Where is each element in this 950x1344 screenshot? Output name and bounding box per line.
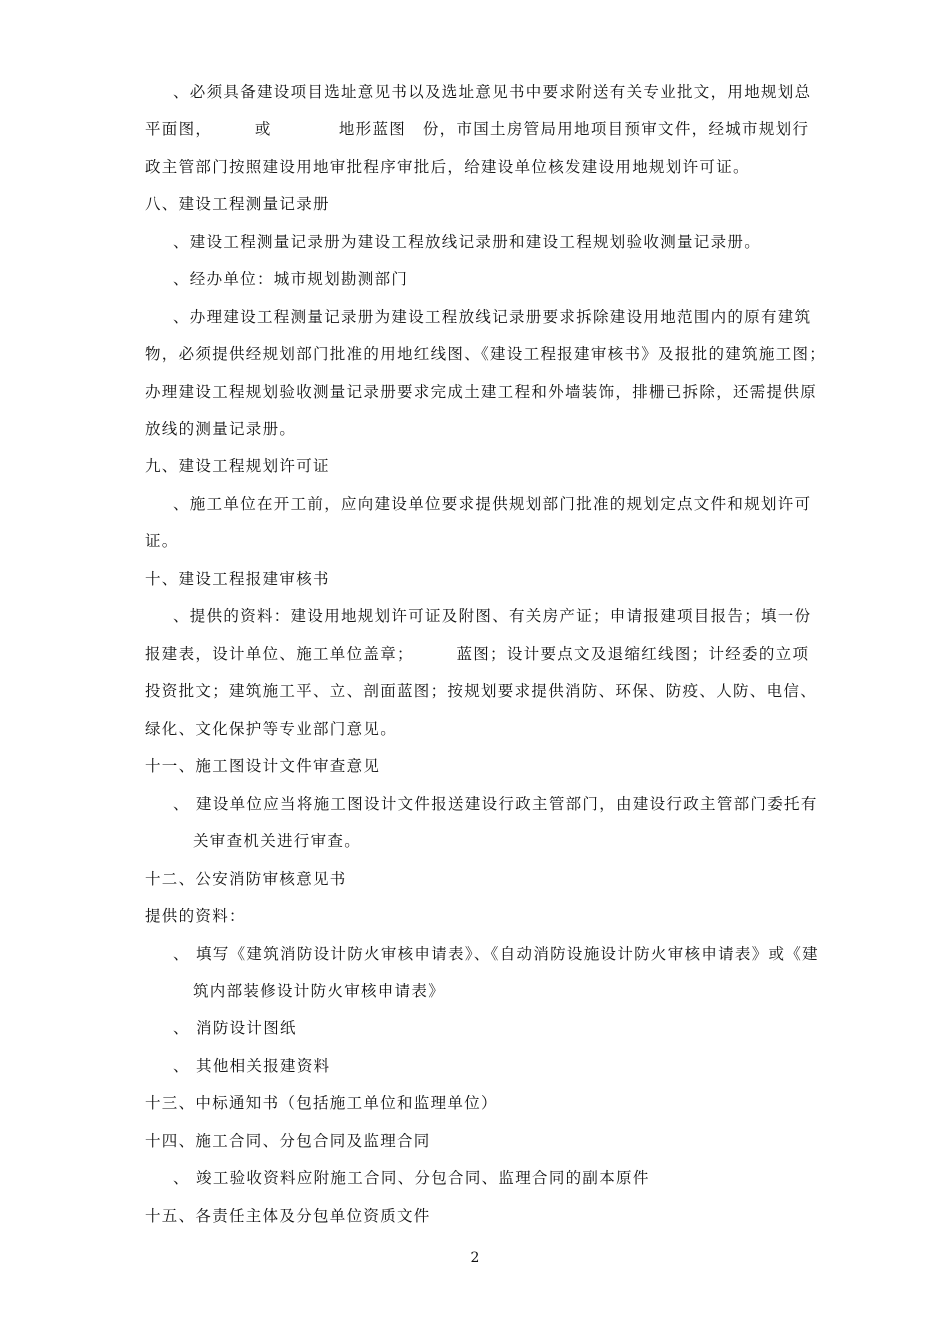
page-number: 2	[470, 1250, 480, 1266]
section-heading: 十二、公安消防审核意见书	[145, 870, 347, 888]
text-line: 、提供的资料：建设用地规划许可证及附图、有关房产证；申请报建项目报告；填一份	[173, 607, 812, 625]
section-heading: 八、建设工程测量记录册	[145, 195, 330, 213]
section-heading: 十三、中标通知书（包括施工单位和监理单位）	[145, 1094, 498, 1112]
section-heading: 九、建设工程规划许可证	[145, 457, 330, 475]
text-line: 平面图， 或 地形蓝图 份，市国土房管局用地项目预审文件，经城市规划行	[145, 120, 810, 138]
text-line: 、建设工程测量记录册为建设工程放线记录册和建设工程规划验收测量记录册。	[173, 233, 762, 251]
text-line: 证。	[145, 532, 179, 550]
text-line: 报建表，设计单位、施工单位盖章； 蓝图；设计要点文及退缩红线图；计经委的立项	[145, 645, 810, 663]
section-heading: 十五、各责任主体及分包单位资质文件	[145, 1207, 431, 1225]
section-heading: 十、建设工程报建审核书	[145, 570, 330, 588]
text-line: 政主管部门按照建设用地审批程序审批后，给建设单位核发建设用地规划许可证。	[145, 158, 750, 176]
text-line: 提供的资料：	[145, 907, 246, 925]
text-line: 、必须具备建设项目选址意见书以及选址意见书中要求附送有关专业批文，用地规划总	[173, 83, 812, 101]
text-line: 关审查机关进行审查。	[193, 832, 362, 850]
text-line: 、 其他相关报建资料	[173, 1057, 331, 1075]
section-heading: 十一、施工图设计文件审查意见	[145, 757, 381, 775]
text-line: 筑内部装修设计防火审核申请表》	[193, 982, 446, 1000]
text-line: 、办理建设工程测量记录册为建设工程放线记录册要求拆除建设用地范围内的原有建筑	[173, 308, 812, 326]
text-line: 、 填写《建筑消防设计防火审核申请表》、《自动消防设施设计防火审核申请表》或《建	[173, 945, 819, 963]
text-line: 投资批文；建筑施工平、立、剖面蓝图；按规划要求提供消防、环保、防疫、人防、电信、	[145, 682, 818, 700]
text-line: 、 建设单位应当将施工图设计文件报送建设行政主管部门，由建设行政主管部门委托有	[173, 795, 818, 813]
text-line: 、 竣工验收资料应附施工合同、分包合同、监理合同的副本原件	[173, 1169, 650, 1187]
text-line: 、经办单位：城市规划勘测部门	[173, 270, 409, 288]
text-line: 办理建设工程规划验收测量记录册要求完成土建工程和外墙装饰，排栅已拆除，还需提供原	[145, 383, 818, 401]
section-heading: 十四、施工合同、分包合同及监理合同	[145, 1132, 431, 1150]
text-line: 、 消防设计图纸	[173, 1019, 297, 1037]
text-line: 绿化、文化保护等专业部门意见。	[145, 720, 398, 738]
text-line: 、施工单位在开工前，应向建设单位要求提供规划部门批准的规划定点文件和规划许可	[173, 495, 812, 513]
text-line: 放线的测量记录册。	[145, 420, 297, 438]
text-line: 物，必须提供经规划部门批准的用地红线图、《建设工程报建审核书》及报批的建筑施工图；	[145, 345, 827, 363]
